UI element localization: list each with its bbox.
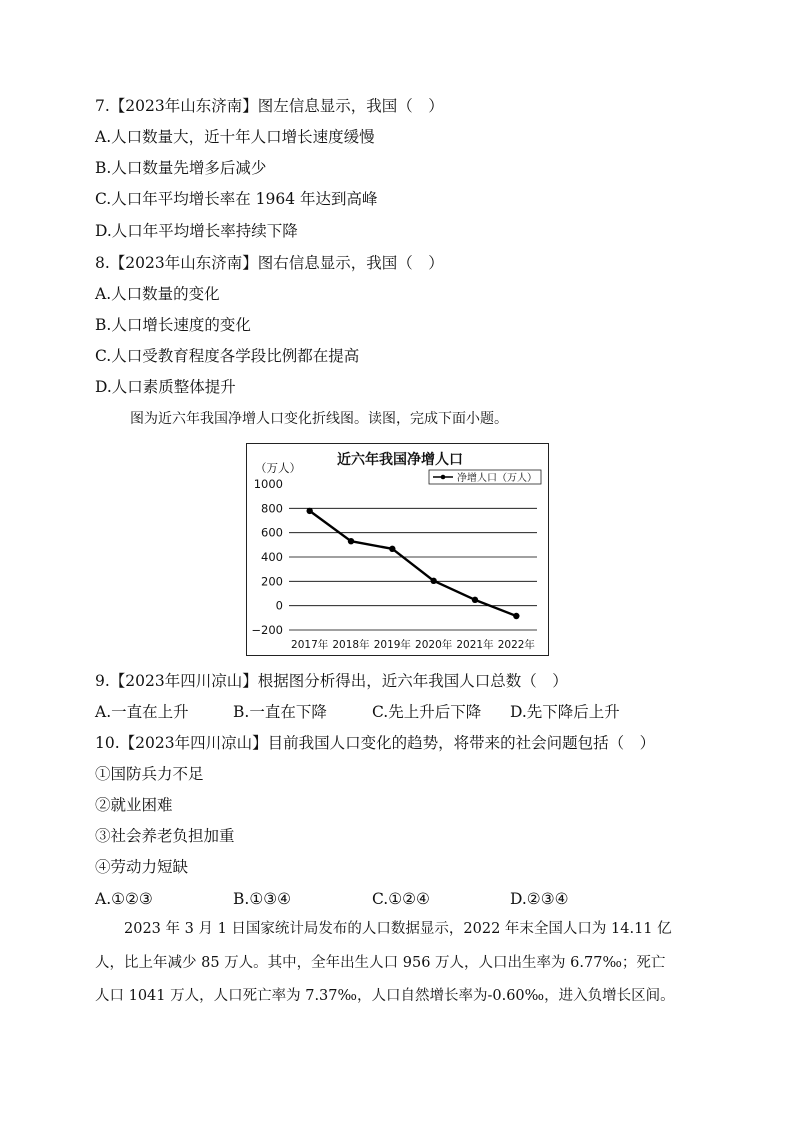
- y-tick-label: 200: [261, 574, 283, 589]
- passage-line-1: 2023 年 3 月 1 日国家统计局发布的人口数据显示，2022 年末全国人口为 14.11 亿: [95, 921, 672, 937]
- x-tick-label: 2021年: [456, 639, 494, 651]
- passage-line-2: 人，比上年减少 85 万人。其中，全年出生人口 956 万人，人口出生率为 6.77‰；死亡: [95, 955, 666, 971]
- q10-stem: 10.【2023年四川凉山】目前我国人口变化的趋势，将带来的社会问题包括（ ）: [95, 734, 656, 752]
- q10-option-d: D.②③④: [510, 890, 569, 908]
- q8-stem: 8.【2023年山东济南】图右信息显示，我国（ ）: [95, 254, 444, 272]
- q10-option-b: B.①③④: [233, 890, 292, 908]
- y-tick-label: −200: [251, 623, 283, 637]
- q10-item-4: ④劳动力短缺: [95, 858, 189, 876]
- net-population-chart: [246, 443, 549, 656]
- data-point: [348, 538, 354, 544]
- x-tick-label: 2019年: [373, 639, 411, 651]
- data-point: [472, 597, 478, 603]
- passage-line-3: 人口 1041 万人，人口死亡率为 7.37‰，人口自然增长率为-0.60‰，进入负增长区间。: [95, 988, 675, 1004]
- series-line: [310, 511, 517, 616]
- y-tick-label: 1000: [253, 477, 283, 491]
- q9-option-a: A.一直在上升: [95, 703, 189, 721]
- q10-option-a: A.①②③: [95, 890, 153, 908]
- q8-option-c: C.人口受教育程度各学段比例都在提高: [95, 347, 360, 365]
- q10-item-3: ③社会养老负担加重: [95, 827, 235, 845]
- x-tick-label: 2022年: [497, 639, 535, 651]
- chart-intro: 图为近六年我国净增人口变化折线图。读图，完成下面小题。: [130, 411, 508, 427]
- q10-option-c: C.①②④: [372, 890, 430, 908]
- data-point: [306, 508, 312, 514]
- chart-series-line: [306, 508, 519, 620]
- x-tick-label: 2018年: [332, 639, 370, 651]
- chart-svg: [247, 444, 548, 655]
- x-tick-labels: [291, 638, 535, 651]
- chart-grid: [289, 508, 537, 630]
- q9-option-b: B.一直在下降: [233, 703, 327, 721]
- x-tick-label: 2017年: [291, 639, 329, 651]
- y-axis-unit-label: （万人）: [255, 461, 301, 475]
- y-tick-label: 0: [275, 598, 283, 613]
- q10-item-1: ①国防兵力不足: [95, 765, 204, 783]
- q8-option-a: A.人口数量的变化: [95, 285, 220, 303]
- q8-option-d: D.人口素质整体提升: [95, 378, 236, 396]
- q9-option-d: D.先下降后上升: [510, 703, 620, 721]
- q10-item-2: ②就业困难: [95, 796, 173, 814]
- y-tick-label: 600: [261, 525, 283, 540]
- y-tick-label: 400: [261, 550, 283, 564]
- x-tick-label: 2020年: [415, 639, 453, 651]
- y-tick-labels: [251, 477, 283, 637]
- legend-marker: [441, 475, 446, 480]
- chart-title: 近六年我国净增人口: [337, 452, 463, 468]
- chart-legend: [429, 470, 541, 484]
- q7-option-d: D.人口年平均增长率持续下降: [95, 222, 298, 240]
- data-point: [430, 578, 436, 584]
- q7-option-b: B.人口数量先增多后减少: [95, 159, 267, 177]
- q7-option-a: A.人口数量大，近十年人口增长速度缓慢: [95, 128, 375, 146]
- q8-option-b: B.人口增长速度的变化: [95, 316, 251, 334]
- q9-option-c: C.先上升后下降: [372, 703, 482, 721]
- data-point: [389, 546, 395, 552]
- q7-option-c: C.人口年平均增长率在 1964 年达到高峰: [95, 190, 378, 208]
- q7-stem: 7.【2023年山东济南】图左信息显示，我国（ ）: [95, 97, 444, 115]
- legend-label: 净增人口（万人）: [457, 473, 537, 484]
- y-tick-label: 800: [261, 501, 283, 516]
- q9-stem: 9.【2023年四川凉山】根据图分析得出，近六年我国人口总数（ ）: [95, 672, 568, 690]
- data-point: [513, 613, 519, 619]
